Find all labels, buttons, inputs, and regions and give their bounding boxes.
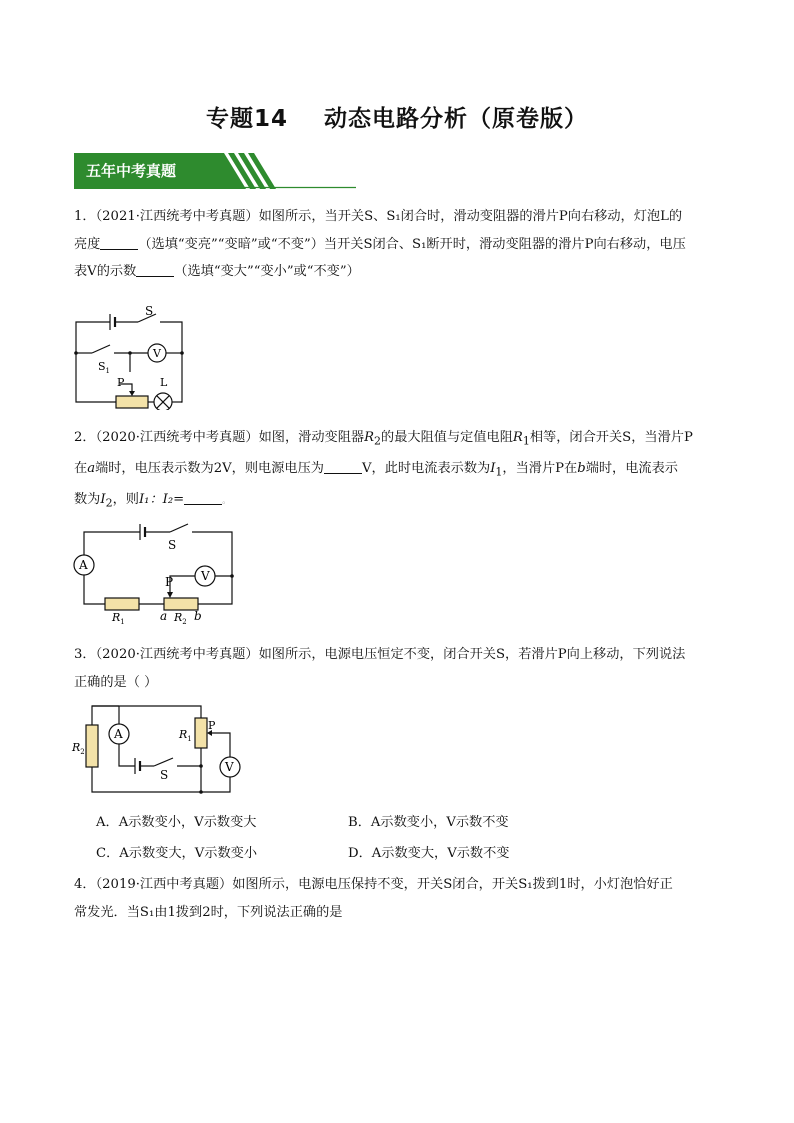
section-banner-label: 五年中考真题	[86, 162, 177, 180]
svg-text:S: S	[168, 538, 177, 552]
option-d[interactable]: D．A示数变大，V示数不变	[348, 846, 510, 861]
svg-text:A: A	[79, 558, 88, 572]
q1-circuit-diagram	[70, 300, 220, 410]
question-2	[74, 424, 724, 517]
svg-text:P: P	[208, 719, 216, 732]
svg-text:a: a	[160, 609, 168, 623]
option-b[interactable]: B．A示数变小，V示数不变	[348, 815, 509, 830]
svg-text:S: S	[160, 768, 169, 782]
svg-text:R2: $R_2$	[72, 741, 85, 756]
q1-line2: 亮度 （选填“变亮”“变暗”或“不变”）当开关S闭合、S₁断开时，滑动变阻器的滑片P向右移动，电压	[74, 236, 686, 252]
svg-text:P: P	[117, 376, 125, 389]
svg-text:S1: $S_1$	[98, 360, 111, 375]
svg-text:A: A	[114, 727, 123, 741]
q2-line3: 数为$I_2$，则I₁：I₂= 。	[74, 492, 231, 510]
q3-circuit-diagram	[70, 700, 250, 800]
page-title: 专题14 动态电路分析（原卷版）	[205, 106, 589, 132]
svg-text:S: S	[145, 304, 154, 318]
svg-text:R1: $R_1$	[112, 611, 125, 625]
question-1	[74, 203, 724, 286]
question-3	[74, 641, 724, 696]
svg-text:L: L	[160, 376, 168, 389]
option-c[interactable]: C．A示数变大，V示数变小	[96, 846, 258, 861]
q4-line2: 常发光．当S₁由1拨到2时，下列说法正确的是	[74, 904, 343, 920]
svg-text:V: V	[225, 760, 234, 774]
q2-circuit-diagram	[70, 520, 245, 625]
q3-line1: 3．（2020·江西统考中考真题）如图所示，电源电压恒定不变，闭合开关S，若滑片P向上移动，下列说法	[74, 647, 686, 662]
answer-blank[interactable]	[136, 262, 174, 277]
svg-text:b: b	[194, 609, 202, 623]
option-a[interactable]: A．A示数变小，V示数变大	[96, 815, 257, 830]
svg-text:P: P	[165, 575, 174, 589]
answer-blank[interactable]	[324, 459, 362, 474]
answer-blank[interactable]	[184, 490, 222, 505]
svg-text:V: V	[153, 347, 161, 360]
q3-line2: 正确的是（ ）	[74, 674, 158, 690]
q4-line1: 4．（2019·江西中考真题）如图所示，电源电压保持不变，开关S闭合，开关S₁拨到1时，小灯泡恰好正	[74, 877, 673, 892]
question-4	[74, 871, 724, 926]
svg-text:R2: $R_2$	[174, 611, 187, 625]
svg-text:V: V	[201, 569, 210, 583]
q2-line2: 在a端时，电压表示数为2V，则电源电压为 V，此时电流表示数为$I_1$，当滑片P在b端时，电流表示	[74, 461, 678, 479]
svg-text:R1: $R_1$	[179, 728, 192, 743]
q2-line1: 2．（2020·江西统考中考真题）如图，滑动变阻器$R_2$的最大阻值与定值电阻$R_1$相等，闭合开关S，当滑片P	[74, 430, 693, 448]
q1-line3: 表V的示数 （选填“变大”“变小”或“不变”）	[74, 264, 360, 279]
q1-line1: 1．（2021·江西统考中考真题）如图所示，当开关S、S₁闭合时，滑动变阻器的滑片P向右移动，灯泡L的	[74, 209, 683, 224]
answer-blank[interactable]	[100, 235, 138, 250]
